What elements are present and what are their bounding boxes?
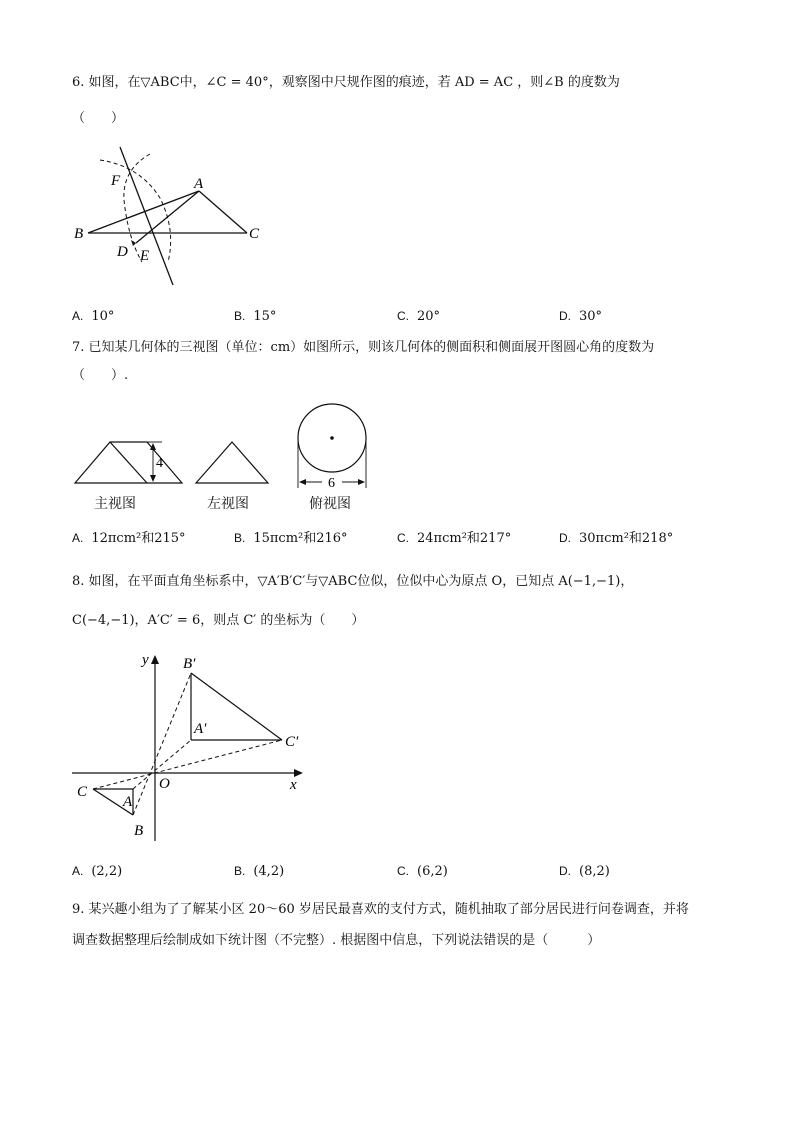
q7-caption-top: 俯视图 (309, 496, 351, 512)
q8-option-c[interactable]: C. (6,2) (397, 864, 448, 879)
q6-label-C: C (249, 226, 260, 242)
q8-option-a[interactable]: A. (2,2) (72, 864, 123, 879)
q8-label-Cp: C′ (285, 734, 299, 750)
q6-label-A: A (194, 176, 204, 192)
q6-option-c[interactable]: C. 20° (397, 309, 441, 324)
q6-stem-line2: （ ） (72, 111, 125, 126)
q6-label-D: D (117, 244, 128, 260)
q8-ray-C (93, 740, 282, 789)
q7-option-d[interactable]: D. 30πcm²和218° (559, 531, 674, 546)
q8-label-C: C (77, 784, 88, 800)
q8-option-b[interactable]: B. (4,2) (234, 864, 285, 879)
q6-label-F: F (111, 173, 121, 189)
q8-label-A: A (123, 794, 133, 810)
q8-label-O: O (159, 776, 170, 792)
q7-stem-line1: 7. 已知某几何体的三视图（单位：cm）如图所示，则该几何体的侧面积和侧面展开图圆心角的度数为 (72, 340, 655, 355)
q8-label-y: y (142, 652, 149, 668)
q6-label-E: E (140, 248, 150, 264)
q8-label-Bp: B′ (183, 656, 196, 672)
q8-stem-line2: C(−4,−1)，A′C′ = 6，则点 C′ 的坐标为（ ） (72, 613, 365, 628)
q7-option-b[interactable]: B. 15πcm²和216° (234, 531, 348, 546)
q7-option-a[interactable]: A. 12πcm²和215° (72, 531, 186, 546)
q8-label-Ap: A′ (194, 721, 207, 737)
q8-option-d[interactable]: D. (8,2) (559, 864, 610, 879)
q8-stem-line1: 8. 如图，在平面直角坐标系中，▽A′B′C′与▽ABC位似，位似中心为原点 O，已知点 A(−1,−1)， (72, 574, 634, 589)
q7-stem-line2: （ ）. (72, 368, 129, 383)
q6-option-b[interactable]: B. 15° (234, 309, 277, 324)
q7-height-label: 4 (156, 456, 163, 471)
q6-label-B: B (74, 226, 84, 242)
q9-stem-line1: 9. 某兴趣小组为了了解某小区 20～60 岁居民最喜欢的支付方式，随机抽取了部分居民进行问卷调查，并将 (72, 902, 689, 917)
q6-option-d[interactable]: D. 30° (559, 309, 603, 324)
q9-stem-line2: 调查数据整理后绘制成如下统计图（不完整）. 根据图中信息，下列说法错误的是（ ） (72, 933, 601, 948)
q8-ray-B (133, 673, 191, 815)
q7-diameter-label: 6 (328, 476, 335, 491)
q7-caption-left: 左视图 (207, 496, 249, 512)
q6-stem-line1: 6. 如图，在▽ABC中，∠C = 40°，观察图中尺规作图的痕迹，若 AD = AC ，则∠B 的度数为 (72, 75, 620, 90)
q7-option-c[interactable]: C. 24πcm²和217° (397, 531, 512, 546)
q8-label-B: B (134, 823, 144, 839)
q7-caption-front: 主视图 (94, 496, 136, 512)
q8-label-x: x (290, 777, 297, 793)
q6-option-a[interactable]: A. 10° (72, 309, 115, 324)
